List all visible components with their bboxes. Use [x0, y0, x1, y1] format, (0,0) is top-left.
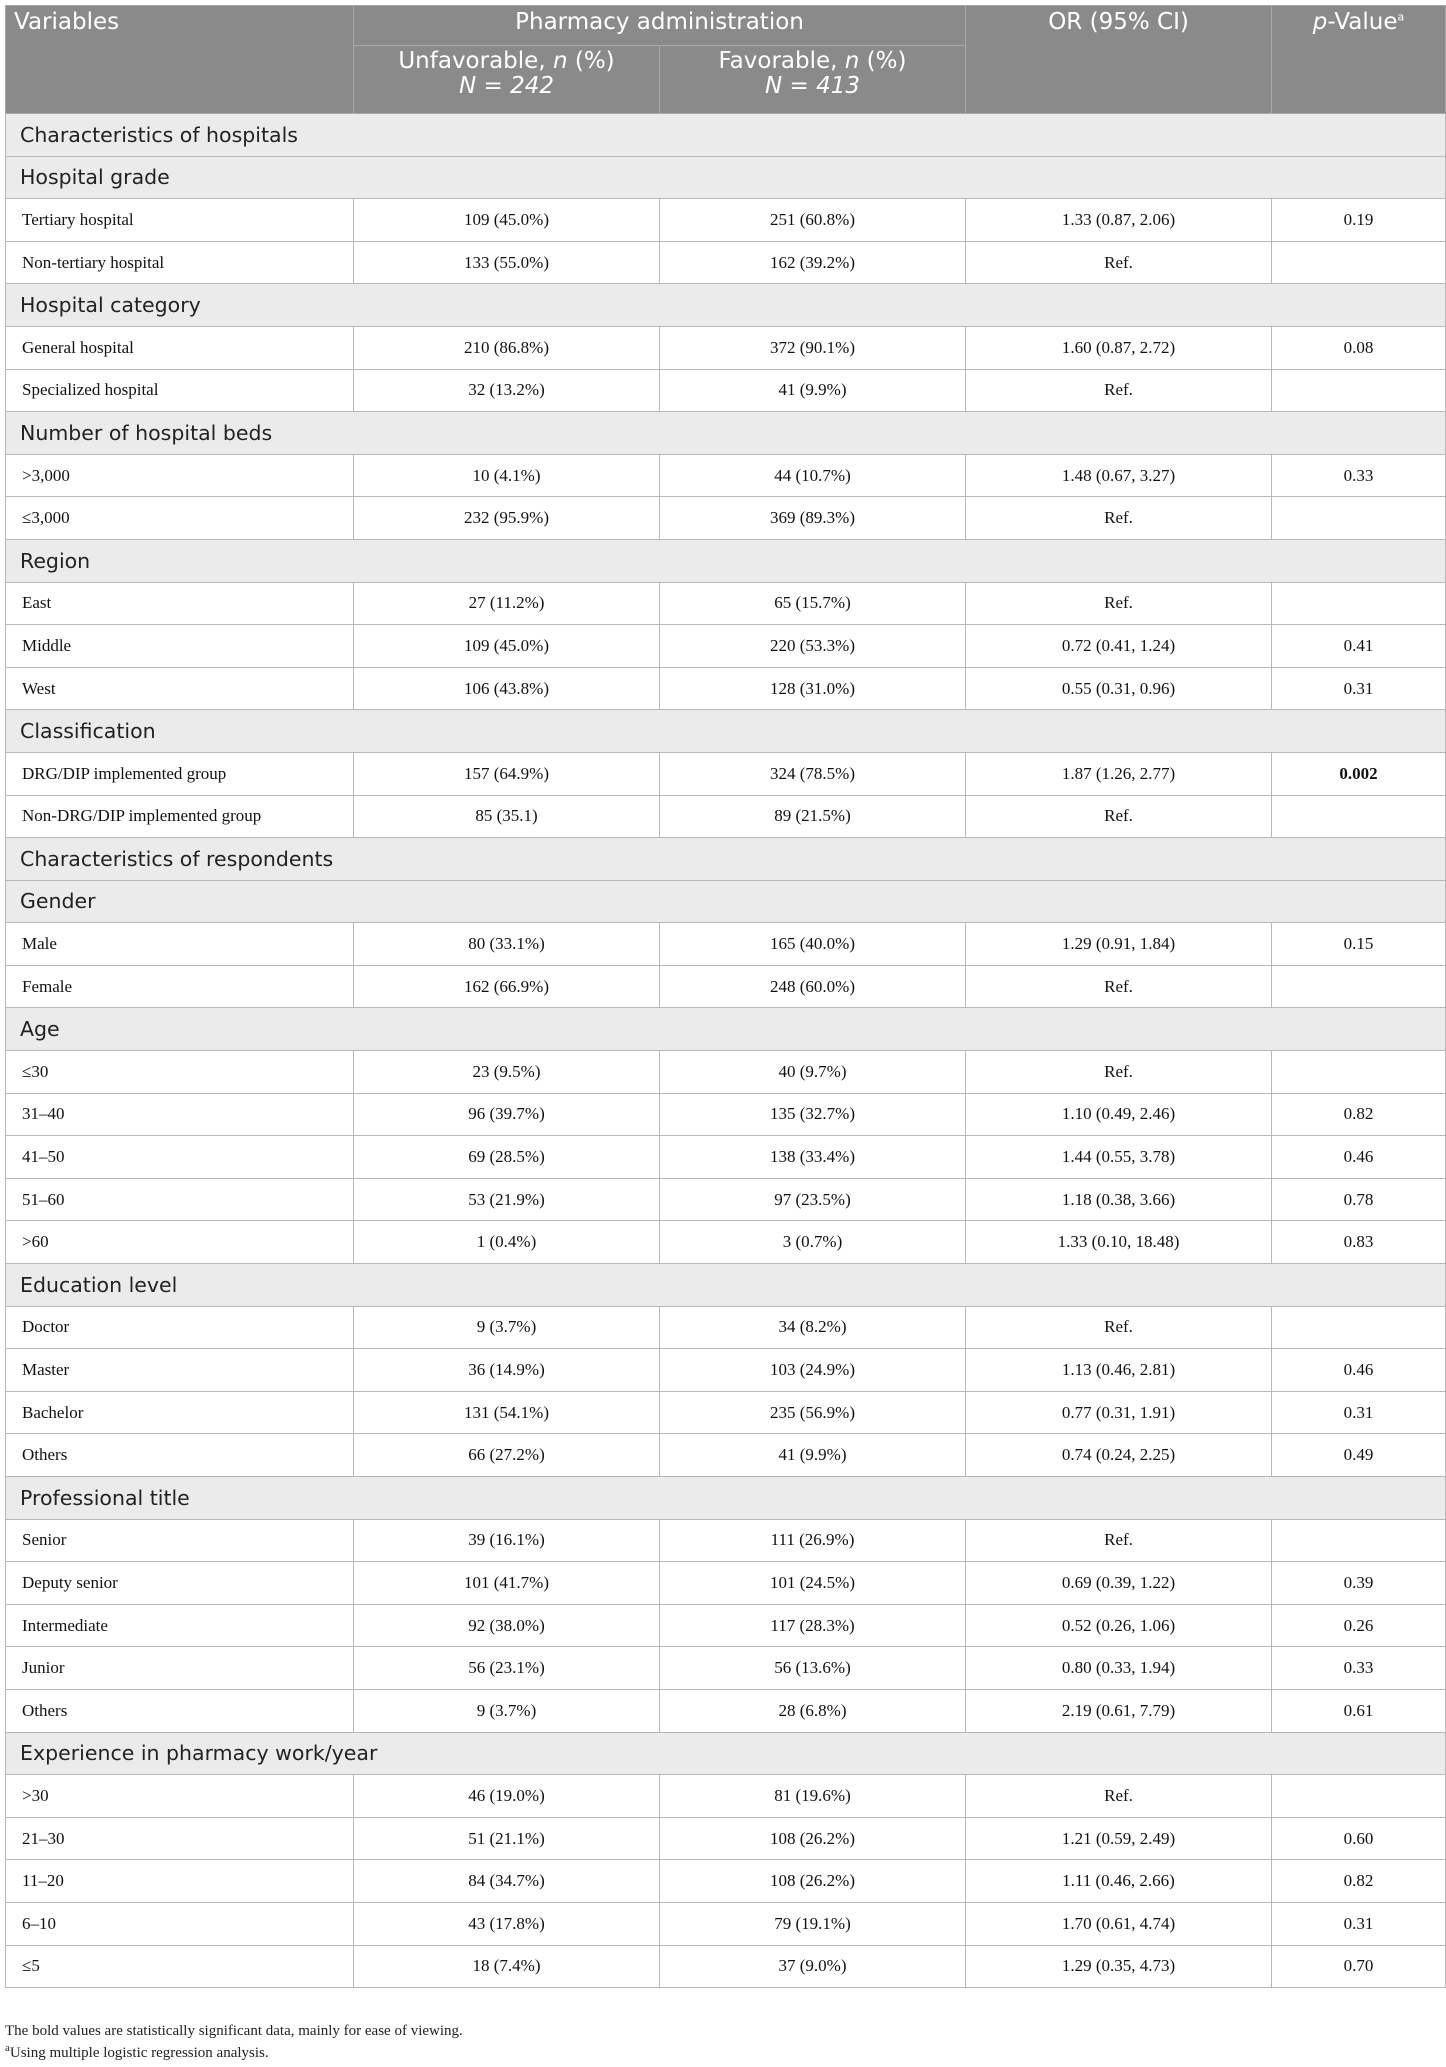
row-label: DRG/DIP implemented group	[6, 752, 354, 795]
cell-or-ci: 0.55 (0.31, 0.96)	[966, 667, 1272, 710]
header-unfavorable	[354, 46, 660, 114]
cell-unfavorable: 69 (28.5%)	[354, 1136, 660, 1179]
cell-p-value	[1272, 497, 1446, 540]
header-favorable-pre: Favorable,	[718, 48, 845, 74]
cell-p-value: 0.82	[1272, 1093, 1446, 1136]
section-label: Number of hospital beds	[6, 412, 1446, 455]
table-row	[6, 1434, 1446, 1477]
cell-p-value: 0.33	[1272, 454, 1446, 497]
cell-or-ci: Ref.	[966, 497, 1272, 540]
cell-p-value: 0.31	[1272, 1391, 1446, 1434]
row-label: Female	[6, 965, 354, 1008]
cell-p-value	[1272, 1519, 1446, 1562]
cell-favorable: 117 (28.3%)	[660, 1604, 966, 1647]
section-row	[6, 710, 1446, 753]
cell-unfavorable: 101 (41.7%)	[354, 1562, 660, 1605]
cell-p-value	[1272, 795, 1446, 838]
cell-favorable: 162 (39.2%)	[660, 241, 966, 284]
cell-or-ci: Ref.	[966, 1306, 1272, 1349]
cell-or-ci: 1.10 (0.49, 2.46)	[966, 1093, 1272, 1136]
header-p-italic: p	[1312, 9, 1328, 35]
cell-p-value: 0.31	[1272, 1902, 1446, 1945]
cell-p-value: 0.26	[1272, 1604, 1446, 1647]
table-row	[6, 241, 1446, 284]
table-row	[6, 369, 1446, 412]
cell-favorable: 324 (78.5%)	[660, 752, 966, 795]
cell-favorable: 165 (40.0%)	[660, 923, 966, 966]
cell-favorable: 248 (60.0%)	[660, 965, 966, 1008]
table-row	[6, 1902, 1446, 1945]
cell-or-ci: 1.18 (0.38, 3.66)	[966, 1178, 1272, 1221]
header-favorable-n: n	[844, 48, 860, 74]
cell-favorable: 41 (9.9%)	[660, 369, 966, 412]
cell-unfavorable: 109 (45.0%)	[354, 199, 660, 242]
section-label: Hospital category	[6, 284, 1446, 327]
cell-p-value: 0.19	[1272, 199, 1446, 242]
cell-unfavorable: 133 (55.0%)	[354, 241, 660, 284]
cell-p-value	[1272, 965, 1446, 1008]
cell-unfavorable: 85 (35.1)	[354, 795, 660, 838]
cell-favorable: 101 (24.5%)	[660, 1562, 966, 1605]
cell-or-ci: 0.74 (0.24, 2.25)	[966, 1434, 1272, 1477]
header-unfavorable-total: N = 242	[459, 73, 554, 99]
cell-favorable: 37 (9.0%)	[660, 1945, 966, 1988]
section-label: Characteristics of respondents	[6, 838, 1446, 881]
cell-p-value: 0.78	[1272, 1178, 1446, 1221]
cell-favorable: 108 (26.2%)	[660, 1817, 966, 1860]
cell-or-ci: Ref.	[966, 795, 1272, 838]
table-row	[6, 795, 1446, 838]
cell-favorable: 251 (60.8%)	[660, 199, 966, 242]
footnote-a	[5, 2042, 1371, 2064]
header-pharmacy-administration: Pharmacy administration	[354, 6, 966, 46]
cell-unfavorable: 27 (11.2%)	[354, 582, 660, 625]
row-label: 6–10	[6, 1902, 354, 1945]
cell-favorable: 235 (56.9%)	[660, 1391, 966, 1434]
section-label: Age	[6, 1008, 1446, 1051]
row-label: West	[6, 667, 354, 710]
footnote-bold: The bold values are statistically significant data, mainly for ease of viewing.	[5, 2023, 463, 2039]
row-label: Junior	[6, 1647, 354, 1690]
cell-or-ci: 0.72 (0.41, 1.24)	[966, 625, 1272, 668]
cell-favorable: 34 (8.2%)	[660, 1306, 966, 1349]
section-row	[6, 284, 1446, 327]
cell-p-value: 0.46	[1272, 1136, 1446, 1179]
cell-or-ci: 1.21 (0.59, 2.49)	[966, 1817, 1272, 1860]
table-row	[6, 625, 1446, 668]
table-row	[6, 1604, 1446, 1647]
cell-p-value: 0.49	[1272, 1434, 1446, 1477]
table-row	[6, 667, 1446, 710]
cell-unfavorable: 162 (66.9%)	[354, 965, 660, 1008]
row-label: 11–20	[6, 1860, 354, 1903]
cell-favorable: 3 (0.7%)	[660, 1221, 966, 1264]
header-variables: Variables	[6, 6, 354, 114]
cell-p-value: 0.31	[1272, 667, 1446, 710]
cell-unfavorable: 39 (16.1%)	[354, 1519, 660, 1562]
row-label: Intermediate	[6, 1604, 354, 1647]
row-label: General hospital	[6, 326, 354, 369]
cell-unfavorable: 9 (3.7%)	[354, 1306, 660, 1349]
row-label: ≤5	[6, 1945, 354, 1988]
row-label: 51–60	[6, 1178, 354, 1221]
table-row	[6, 1136, 1446, 1179]
section-label: Gender	[6, 880, 1446, 923]
row-label: Non-tertiary hospital	[6, 241, 354, 284]
cell-or-ci: 1.60 (0.87, 2.72)	[966, 326, 1272, 369]
cell-p-value: 0.08	[1272, 326, 1446, 369]
table-row	[6, 1775, 1446, 1818]
header-unfavorable-post: (%)	[567, 48, 615, 74]
cell-favorable: 56 (13.6%)	[660, 1647, 966, 1690]
section-label: Education level	[6, 1264, 1446, 1307]
cell-unfavorable: 36 (14.9%)	[354, 1349, 660, 1392]
cell-p-value	[1272, 369, 1446, 412]
section-row	[6, 114, 1446, 157]
section-row	[6, 156, 1446, 199]
cell-p-value	[1272, 1051, 1446, 1094]
cell-unfavorable: 32 (13.2%)	[354, 369, 660, 412]
cell-favorable: 108 (26.2%)	[660, 1860, 966, 1903]
cell-unfavorable: 80 (33.1%)	[354, 923, 660, 966]
cell-favorable: 138 (33.4%)	[660, 1136, 966, 1179]
row-label: ≤30	[6, 1051, 354, 1094]
cell-unfavorable: 23 (9.5%)	[354, 1051, 660, 1094]
table-footnotes	[5, 2020, 1371, 2064]
header-or-ci: OR (95% CI)	[966, 6, 1272, 114]
cell-favorable: 40 (9.7%)	[660, 1051, 966, 1094]
table-row	[6, 1860, 1446, 1903]
row-label: Middle	[6, 625, 354, 668]
row-label: Senior	[6, 1519, 354, 1562]
cell-favorable: 135 (32.7%)	[660, 1093, 966, 1136]
cell-p-value: 0.002	[1272, 752, 1446, 795]
section-row	[6, 1008, 1446, 1051]
row-label: Male	[6, 923, 354, 966]
header-p-rest: -Value	[1327, 9, 1398, 35]
table-row	[6, 1562, 1446, 1605]
cell-unfavorable: 46 (19.0%)	[354, 1775, 660, 1818]
cell-unfavorable: 43 (17.8%)	[354, 1902, 660, 1945]
section-row	[6, 1732, 1446, 1775]
header-p-value	[1272, 6, 1446, 114]
table-row	[6, 199, 1446, 242]
cell-unfavorable: 1 (0.4%)	[354, 1221, 660, 1264]
header-p-sup: a	[1397, 10, 1405, 24]
results-table	[5, 5, 1446, 1988]
cell-or-ci: 0.69 (0.39, 1.22)	[966, 1562, 1272, 1605]
footnote-a-marker: a	[5, 2042, 10, 2054]
cell-p-value: 0.33	[1272, 1647, 1446, 1690]
section-row	[6, 1264, 1446, 1307]
cell-favorable: 111 (26.9%)	[660, 1519, 966, 1562]
cell-or-ci: 1.33 (0.10, 18.48)	[966, 1221, 1272, 1264]
cell-or-ci: 0.77 (0.31, 1.91)	[966, 1391, 1272, 1434]
cell-or-ci: 1.70 (0.61, 4.74)	[966, 1902, 1272, 1945]
cell-p-value: 0.46	[1272, 1349, 1446, 1392]
cell-or-ci: 1.29 (0.35, 4.73)	[966, 1945, 1272, 1988]
cell-favorable: 97 (23.5%)	[660, 1178, 966, 1221]
table-row	[6, 1391, 1446, 1434]
section-row	[6, 412, 1446, 455]
table-body	[6, 114, 1446, 1988]
cell-or-ci: Ref.	[966, 1519, 1272, 1562]
section-label: Professional title	[6, 1477, 1446, 1520]
section-row	[6, 880, 1446, 923]
row-label: Others	[6, 1434, 354, 1477]
row-label: Tertiary hospital	[6, 199, 354, 242]
footnote-a-text: Using multiple logistic regression analysis.	[9, 2045, 269, 2061]
cell-unfavorable: 51 (21.1%)	[354, 1817, 660, 1860]
table-row	[6, 497, 1446, 540]
cell-unfavorable: 109 (45.0%)	[354, 625, 660, 668]
cell-p-value: 0.41	[1272, 625, 1446, 668]
cell-favorable: 81 (19.6%)	[660, 1775, 966, 1818]
row-label: Non-DRG/DIP implemented group	[6, 795, 354, 838]
row-label: 41–50	[6, 1136, 354, 1179]
section-label: Experience in pharmacy work/year	[6, 1732, 1446, 1775]
row-label: >3,000	[6, 454, 354, 497]
cell-unfavorable: 232 (95.9%)	[354, 497, 660, 540]
cell-favorable: 65 (15.7%)	[660, 582, 966, 625]
cell-unfavorable: 210 (86.8%)	[354, 326, 660, 369]
cell-p-value	[1272, 1775, 1446, 1818]
header-favorable-total: N = 413	[765, 73, 860, 99]
cell-or-ci: 0.80 (0.33, 1.94)	[966, 1647, 1272, 1690]
cell-unfavorable: 157 (64.9%)	[354, 752, 660, 795]
row-label: East	[6, 582, 354, 625]
cell-or-ci: Ref.	[966, 1775, 1272, 1818]
cell-favorable: 89 (21.5%)	[660, 795, 966, 838]
table-row	[6, 1817, 1446, 1860]
row-label: Others	[6, 1689, 354, 1732]
cell-p-value: 0.83	[1272, 1221, 1446, 1264]
cell-unfavorable: 131 (54.1%)	[354, 1391, 660, 1434]
cell-favorable: 128 (31.0%)	[660, 667, 966, 710]
cell-unfavorable: 96 (39.7%)	[354, 1093, 660, 1136]
table-row	[6, 1093, 1446, 1136]
cell-or-ci: Ref.	[966, 1051, 1272, 1094]
cell-or-ci: Ref.	[966, 241, 1272, 284]
cell-or-ci: 1.33 (0.87, 2.06)	[966, 199, 1272, 242]
table-row	[6, 752, 1446, 795]
cell-favorable: 220 (53.3%)	[660, 625, 966, 668]
section-label: Characteristics of hospitals	[6, 114, 1446, 157]
cell-unfavorable: 53 (21.9%)	[354, 1178, 660, 1221]
row-label: Master	[6, 1349, 354, 1392]
cell-or-ci: 2.19 (0.61, 7.79)	[966, 1689, 1272, 1732]
row-label: >60	[6, 1221, 354, 1264]
header-unfavorable-pre: Unfavorable,	[398, 48, 553, 74]
cell-favorable: 372 (90.1%)	[660, 326, 966, 369]
table-row	[6, 582, 1446, 625]
table-header	[6, 6, 1446, 114]
cell-unfavorable: 9 (3.7%)	[354, 1689, 660, 1732]
table-row	[6, 454, 1446, 497]
table-row	[6, 1945, 1446, 1988]
cell-p-value	[1272, 241, 1446, 284]
cell-favorable: 44 (10.7%)	[660, 454, 966, 497]
section-label: Region	[6, 539, 1446, 582]
cell-p-value: 0.82	[1272, 1860, 1446, 1903]
cell-favorable: 28 (6.8%)	[660, 1689, 966, 1732]
cell-p-value	[1272, 1306, 1446, 1349]
cell-unfavorable: 66 (27.2%)	[354, 1434, 660, 1477]
cell-or-ci: 1.44 (0.55, 3.78)	[966, 1136, 1272, 1179]
table-row	[6, 965, 1446, 1008]
table-row	[6, 1349, 1446, 1392]
header-unfavorable-n: n	[552, 48, 568, 74]
table-row	[6, 1306, 1446, 1349]
header-favorable	[660, 46, 966, 114]
row-label: Bachelor	[6, 1391, 354, 1434]
row-label: Deputy senior	[6, 1562, 354, 1605]
table-row	[6, 1178, 1446, 1221]
cell-or-ci: 1.11 (0.46, 2.66)	[966, 1860, 1272, 1903]
cell-unfavorable: 92 (38.0%)	[354, 1604, 660, 1647]
row-label: Specialized hospital	[6, 369, 354, 412]
table-row	[6, 1221, 1446, 1264]
section-row	[6, 838, 1446, 881]
section-label: Hospital grade	[6, 156, 1446, 199]
table-row	[6, 1519, 1446, 1562]
table-row	[6, 1647, 1446, 1690]
section-row	[6, 539, 1446, 582]
row-label: >30	[6, 1775, 354, 1818]
cell-unfavorable: 106 (43.8%)	[354, 667, 660, 710]
cell-unfavorable: 84 (34.7%)	[354, 1860, 660, 1903]
cell-p-value: 0.61	[1272, 1689, 1446, 1732]
cell-unfavorable: 10 (4.1%)	[354, 454, 660, 497]
cell-p-value: 0.15	[1272, 923, 1446, 966]
cell-or-ci: Ref.	[966, 369, 1272, 412]
cell-unfavorable: 56 (23.1%)	[354, 1647, 660, 1690]
cell-unfavorable: 18 (7.4%)	[354, 1945, 660, 1988]
cell-p-value: 0.60	[1272, 1817, 1446, 1860]
cell-or-ci: 1.29 (0.91, 1.84)	[966, 923, 1272, 966]
cell-p-value: 0.39	[1272, 1562, 1446, 1605]
row-label: Doctor	[6, 1306, 354, 1349]
row-label: 31–40	[6, 1093, 354, 1136]
section-row	[6, 1477, 1446, 1520]
cell-or-ci: Ref.	[966, 965, 1272, 1008]
cell-favorable: 369 (89.3%)	[660, 497, 966, 540]
table-row	[6, 1051, 1446, 1094]
row-label: ≤3,000	[6, 497, 354, 540]
cell-favorable: 41 (9.9%)	[660, 1434, 966, 1477]
cell-or-ci: 0.52 (0.26, 1.06)	[966, 1604, 1272, 1647]
cell-p-value	[1272, 582, 1446, 625]
row-label: 21–30	[6, 1817, 354, 1860]
header-favorable-post: (%)	[859, 48, 907, 74]
cell-or-ci: 1.48 (0.67, 3.27)	[966, 454, 1272, 497]
cell-or-ci: 1.87 (1.26, 2.77)	[966, 752, 1272, 795]
table-row	[6, 326, 1446, 369]
cell-or-ci: 1.13 (0.46, 2.81)	[966, 1349, 1272, 1392]
section-label: Classification	[6, 710, 1446, 753]
cell-favorable: 79 (19.1%)	[660, 1902, 966, 1945]
cell-favorable: 103 (24.9%)	[660, 1349, 966, 1392]
results-table-container	[5, 5, 1405, 1988]
table-row	[6, 1689, 1446, 1732]
cell-p-value: 0.70	[1272, 1945, 1446, 1988]
cell-or-ci: Ref.	[966, 582, 1272, 625]
table-row	[6, 923, 1446, 966]
